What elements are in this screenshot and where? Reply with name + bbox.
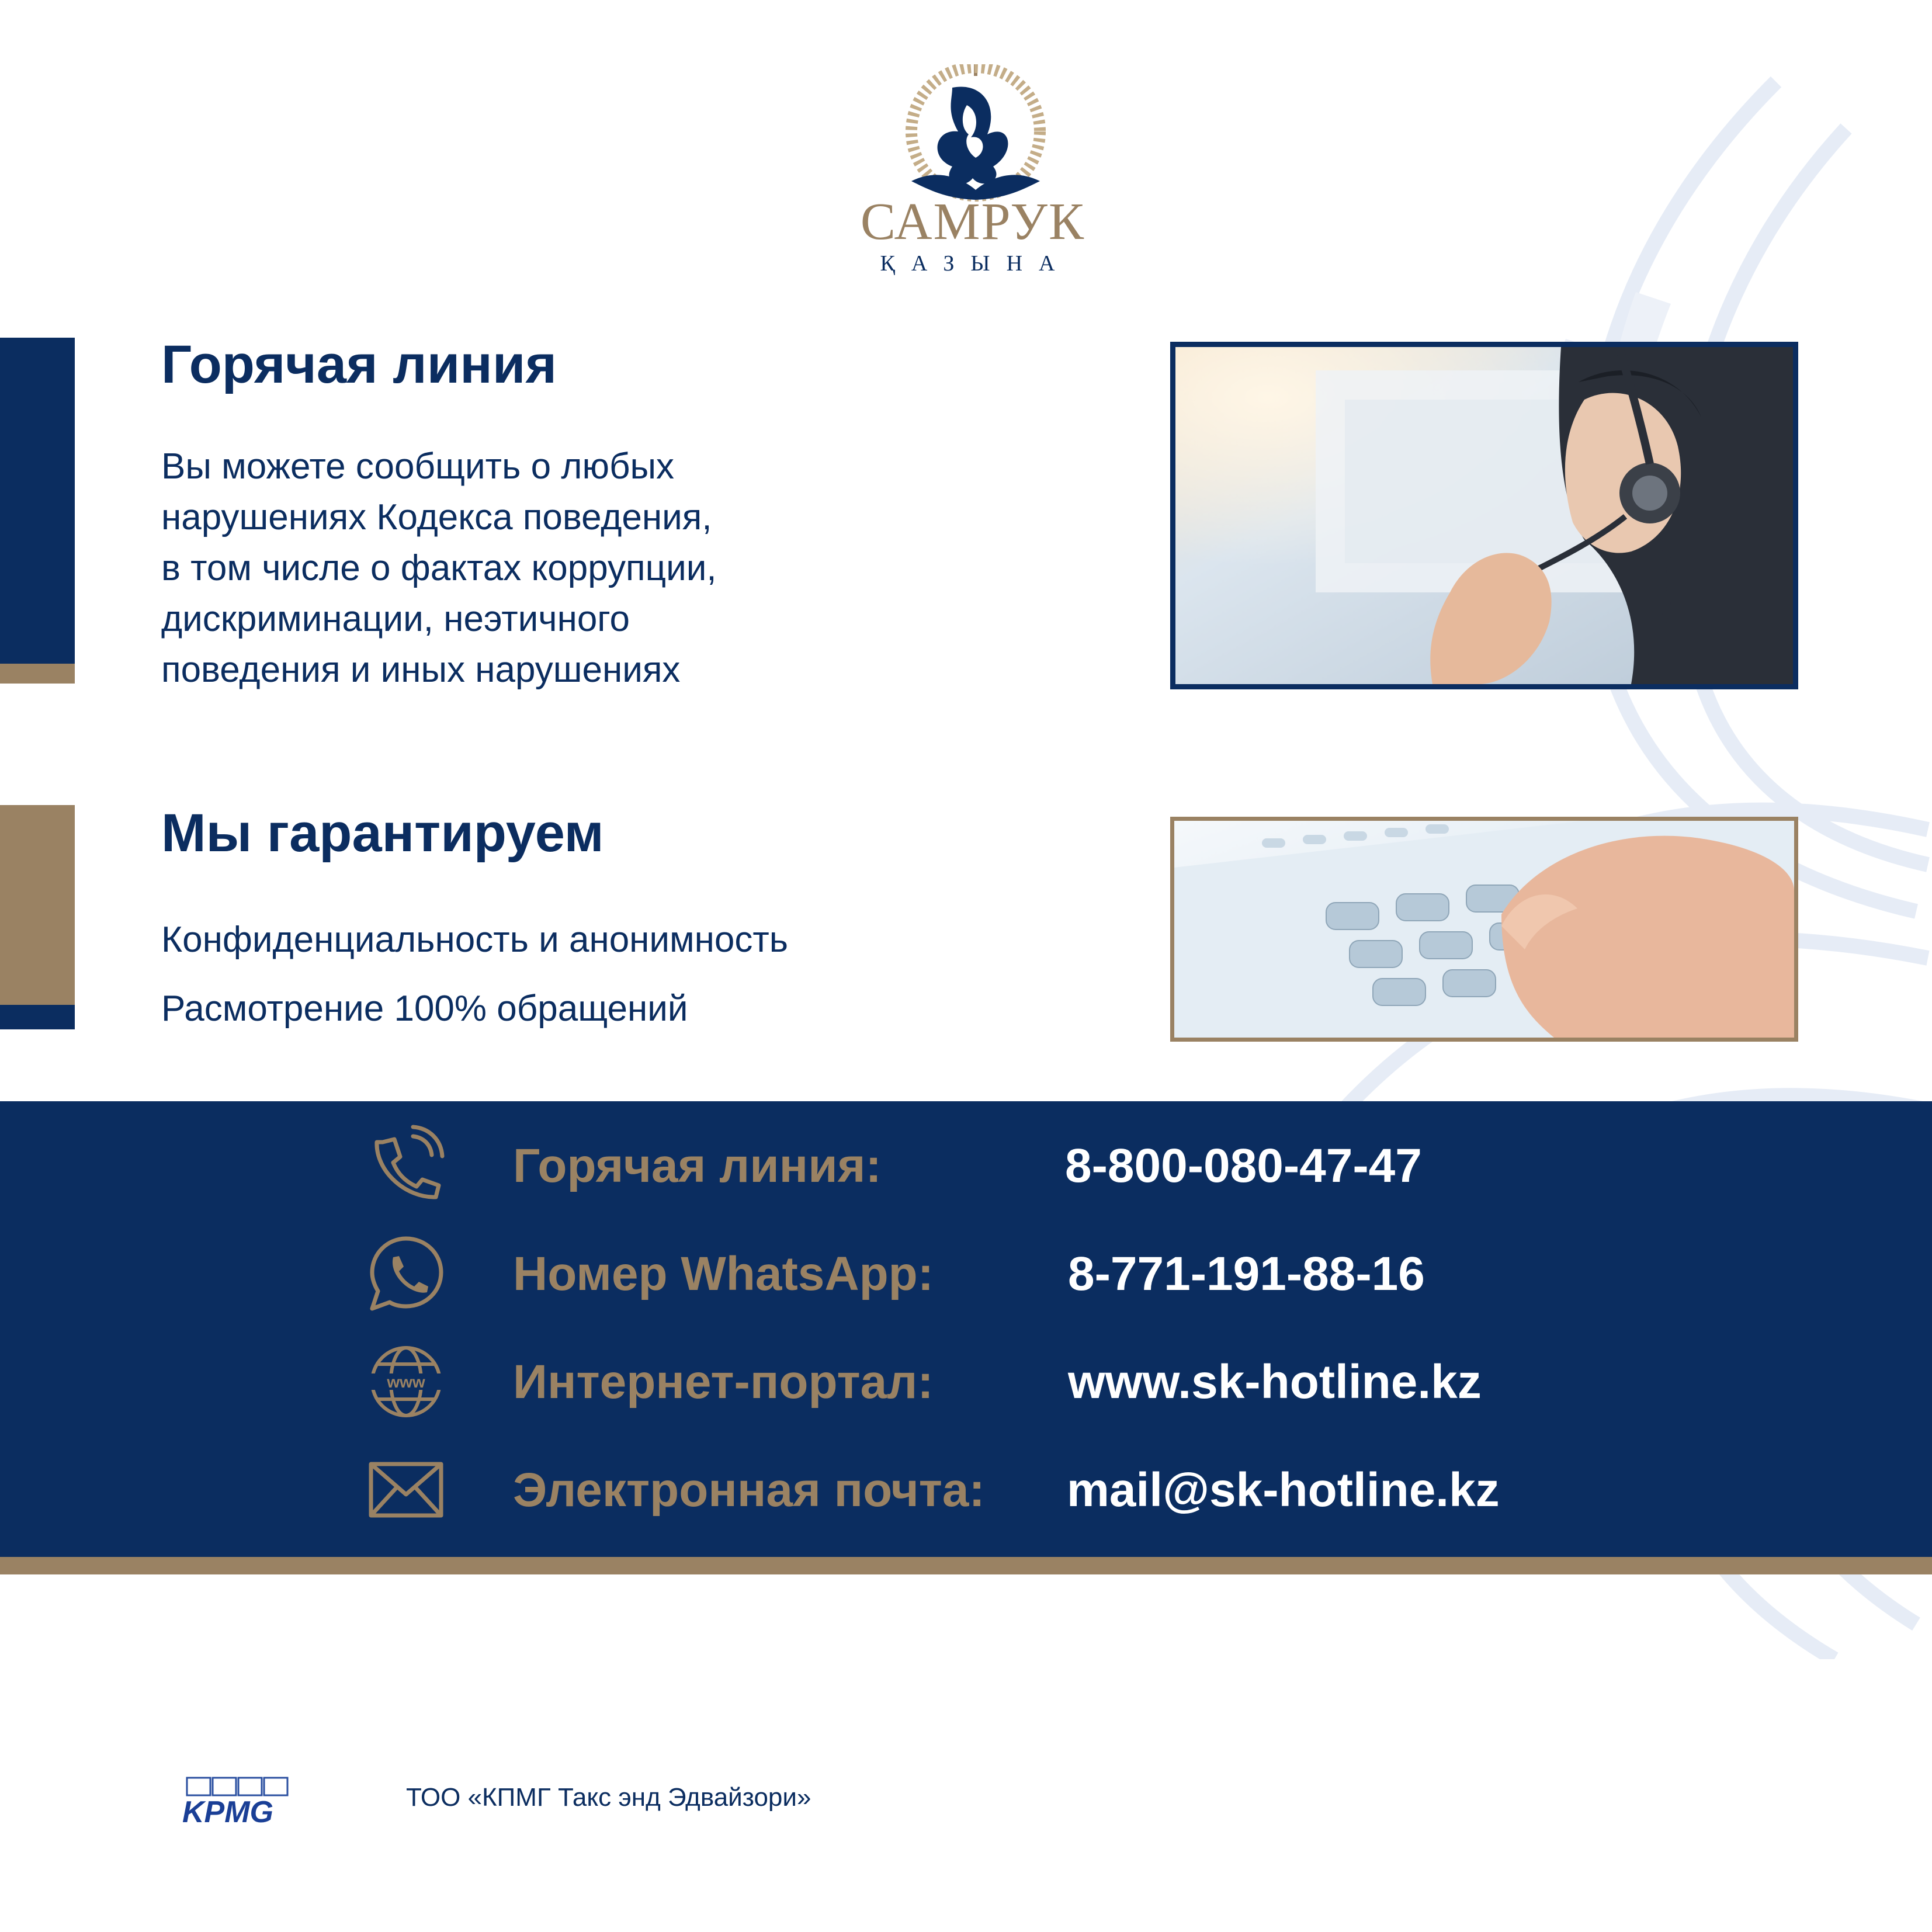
kpmg-logo <box>175 1773 298 1832</box>
guarantee-item: Расмотрение 100% обращений <box>161 988 688 1029</box>
operator-photo <box>1170 342 1798 689</box>
hotline-heading: Горячая линия <box>161 335 557 394</box>
accent-bar-navy-2 <box>0 1005 75 1029</box>
hotline-description-line: в том числе о фактах коррупции, <box>161 548 717 588</box>
hotline-description-line: дискриминации, неэтичного <box>161 599 630 639</box>
svg-text:KPMG: KPMG <box>182 1795 273 1829</box>
phone-icon <box>365 1125 447 1206</box>
logo-subtitle: ҚАЗЫНА <box>880 251 1071 276</box>
hotline-description-line: Вы можете сообщить о любых <box>161 446 675 487</box>
phone-dialing-photo <box>1170 817 1798 1042</box>
hotline-description <box>161 441 717 695</box>
contact-label: Номер WhatsApp: <box>513 1247 934 1300</box>
logo-wordmark: САМРУК <box>860 193 1085 251</box>
hotline-description-line: поведения и иных нарушениях <box>161 650 681 690</box>
hotline-number[interactable]: 8-800-080-47-47 <box>1065 1139 1422 1192</box>
whatsapp-icon <box>365 1233 447 1314</box>
portal-url[interactable]: www.sk-hotline.kz <box>1068 1355 1482 1409</box>
guarantee-heading: Мы гарантируем <box>161 803 604 863</box>
contact-label: Горячая линия: <box>513 1139 882 1192</box>
contact-label: Интернет-портал: <box>513 1355 934 1409</box>
envelope-icon <box>365 1449 447 1531</box>
email-address[interactable]: mail@sk-hotline.kz <box>1067 1463 1500 1517</box>
accent-bar-navy <box>0 338 75 664</box>
accent-bar-gold-2 <box>0 805 75 1005</box>
footer-company: ТОО «КПМГ Такс энд Эдвайзори» <box>406 1783 811 1812</box>
globe-www-icon <box>365 1341 447 1423</box>
hotline-description-line: нарушениях Кодекса поведения, <box>161 497 712 537</box>
guarantee-item: Конфиденциальность и анонимность <box>161 920 789 960</box>
contact-label: Электронная почта: <box>513 1463 985 1517</box>
whatsapp-number[interactable]: 8-771-191-88-16 <box>1068 1247 1425 1300</box>
accent-bar-gold <box>0 664 75 684</box>
contact-band-underline <box>0 1557 1932 1574</box>
svg-text:www: www <box>387 1373 425 1391</box>
